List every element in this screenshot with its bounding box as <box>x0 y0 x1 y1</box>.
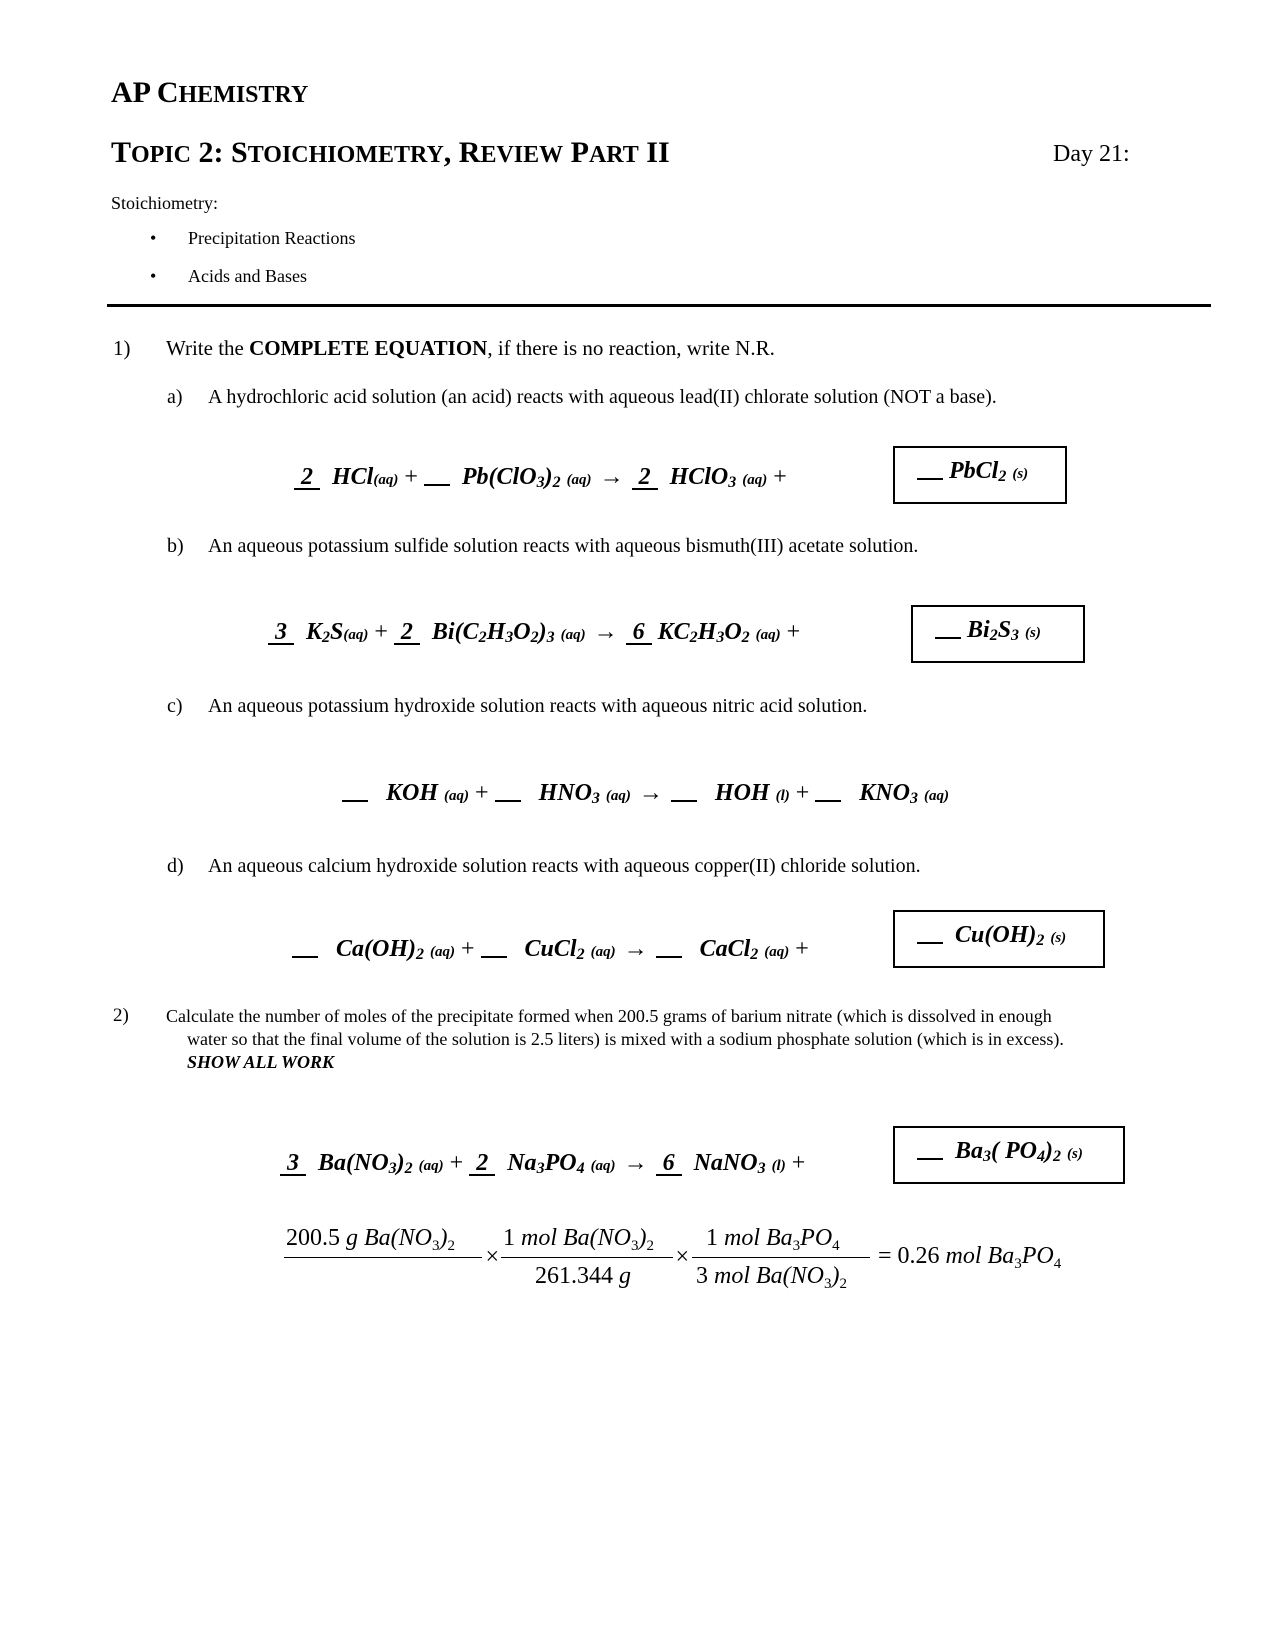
show-work-label: SHOW ALL WORK <box>187 1052 335 1072</box>
equation-d: Ca(OH)2 (aq) + CuCl2 (aq) → CaCl2 (aq) + <box>292 934 815 964</box>
part-label: d) <box>167 855 184 877</box>
part-label: c) <box>167 695 183 717</box>
fraction-line <box>284 1257 482 1258</box>
part-label: a) <box>167 386 183 408</box>
intro-subheading: Stoichiometry: <box>111 193 218 213</box>
part-text: An aqueous potassium sulfide solution reacts with aqueous bismuth(III) acetate solution. <box>208 535 919 557</box>
calc-result: = 0.26 mol $Ba_3PO_4$ <box>878 1243 1062 1272</box>
bullet-item: • Acids and Bases <box>150 266 307 286</box>
equation-b: 3 K2S(aq) + 2 Bi(C2H3O2)3 (aq) → 6 KC2H3O2 (aq) + <box>268 619 806 647</box>
times-sign: × <box>484 1244 501 1270</box>
question-number: 2) <box>113 1005 129 1026</box>
fraction-line <box>692 1257 870 1258</box>
question-number: 1) <box>113 336 131 360</box>
part-text: A hydrochloric acid solution (an acid) reacts with aqueous lead(II) chlorate solution (NOT a base). <box>208 386 997 408</box>
part-text: An aqueous potassium hydroxide solution reacts with aqueous nitric acid solution. <box>208 695 868 717</box>
times-sign: × <box>674 1244 691 1270</box>
calc-factor-ratio-num: 1 mol $Ba_3PO_4$ <box>706 1225 840 1254</box>
divider <box>107 304 1211 307</box>
equation-q2: 3 Ba(NO3)2 (aq) + 2 Na3PO4 (aq) → 6 NaNO3 (l) + <box>280 1150 811 1178</box>
question-text-line: Calculate the number of moles of the precipitate formed when 200.5 grams of barium nitrate (which is dissolved in enough <box>166 1006 1052 1026</box>
equation-c: KOH (aq) + HNO3 (aq) → HOH (l) + KNO3 (aq) <box>342 778 949 808</box>
part-label: b) <box>167 535 184 557</box>
precipitate-box: Ba3( PO4)2 (s) <box>893 1126 1125 1184</box>
topic-title: TOPIC 2: STOICHIOMETRY, REVIEW PART II <box>111 136 670 169</box>
calc-factor-molar-num: 1 mol $Ba(NO_3)_2$ <box>503 1225 654 1254</box>
bullet-item: • Precipitation Reactions <box>150 228 356 248</box>
equation-a: 2 HCl(aq) + Pb(ClO3)2 (aq) → 2 HClO3 (aq) + <box>294 462 793 492</box>
calc-given: 200.5 g $Ba(NO_3)_2$ <box>286 1225 455 1254</box>
precipitate-box: Bi2S3 (s) <box>911 605 1085 663</box>
fraction-line <box>501 1257 673 1258</box>
precipitate-box: Cu(OH)2 (s) <box>893 910 1105 968</box>
question-text: Write the COMPLETE EQUATION, if there is no reaction, write N.R. <box>166 336 775 360</box>
calc-factor-molar-den: 261.344 g <box>535 1263 631 1289</box>
day-label: Day 21: <box>1053 141 1130 167</box>
precipitate-box: PbCl2 (s) <box>893 446 1067 504</box>
course-title: AP CHEMISTRY <box>111 76 309 109</box>
calc-factor-ratio-den: 3 mol $Ba(NO_3)_2$ <box>696 1263 847 1292</box>
question-text-line: water so that the final volume of the solution is 2.5 liters) is mixed with a sodium phosphate solution (which is in excess). <box>187 1029 1064 1049</box>
part-text: An aqueous calcium hydroxide solution reacts with aqueous copper(II) chloride solution. <box>208 855 921 877</box>
